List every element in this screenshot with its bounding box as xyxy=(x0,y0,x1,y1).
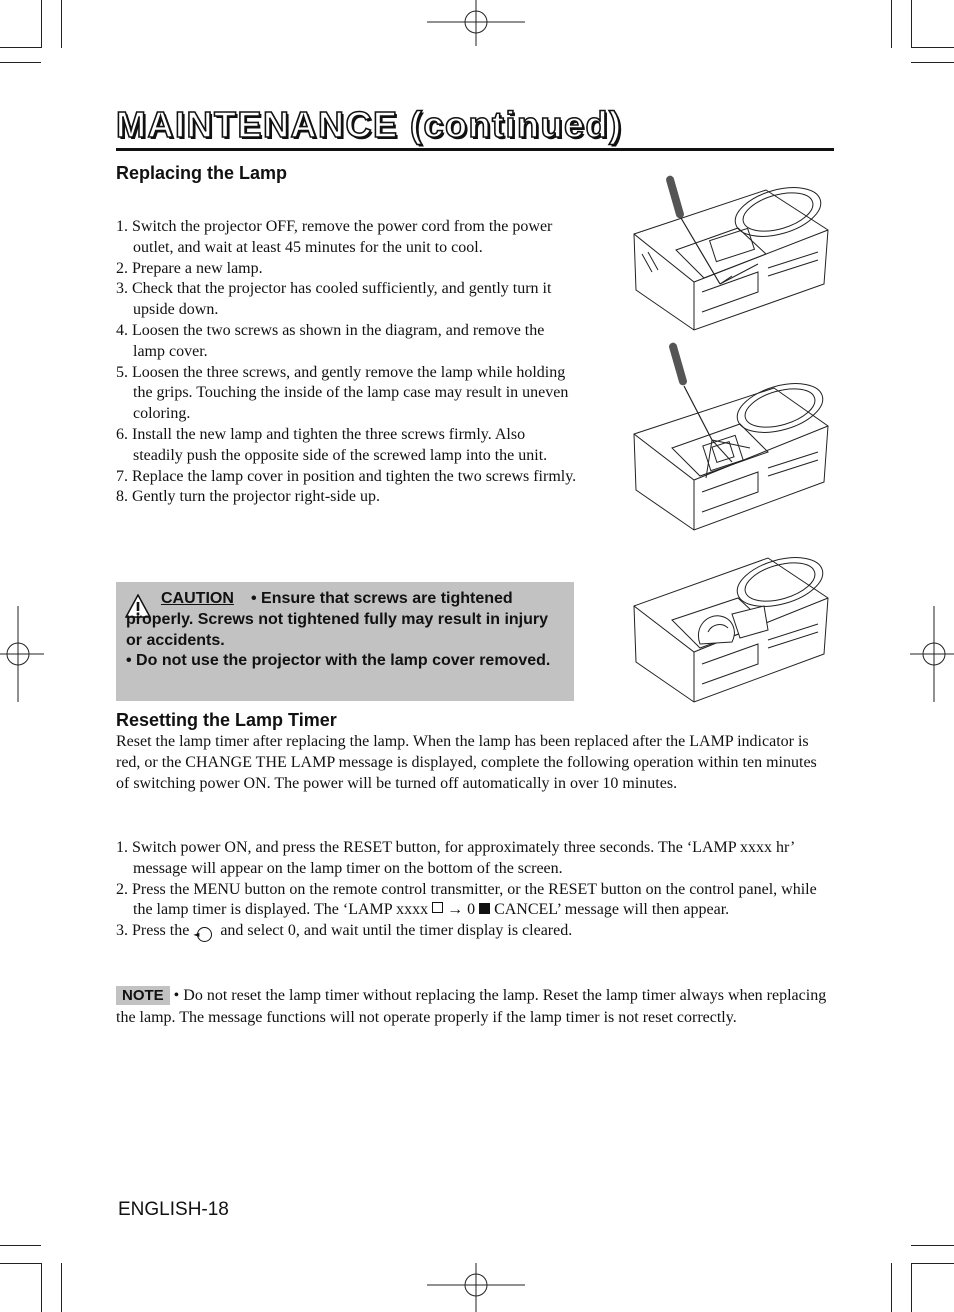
left-arrow-button-icon: ◄ xyxy=(197,927,212,942)
projector-illustration-install-lamp xyxy=(628,544,834,706)
title-rule xyxy=(116,148,834,151)
resetting-steps-list xyxy=(116,838,818,942)
filled-square-icon xyxy=(479,903,490,914)
list-item: 8. Gently turn the projector right-side up. xyxy=(116,488,380,506)
registration-mark-left xyxy=(0,606,44,702)
list-item: 1. Switch power ON, and press the RESET button, for approximately three seconds. The ‘LAMP xxxx hr’ message will appear on the lamp timer on the bottom of the screen. xyxy=(116,839,795,877)
section-heading-resetting: Resetting the Lamp Timer xyxy=(116,710,337,730)
caution-box xyxy=(116,582,574,701)
caution-label: CAUTION xyxy=(161,590,234,607)
list-item: 6. Install the new lamp and tighten the three screws firmly. Also steadily push the opposite side of the screwed lamp into the unit. xyxy=(116,425,548,464)
registration-mark-right xyxy=(910,606,954,702)
registration-mark-top xyxy=(427,0,525,48)
list-item: 1. Switch the projector OFF, remove the power cord from the power outlet, and wait at least 45 minutes for the unit to cool. xyxy=(116,218,553,256)
list-item: 2. Press the MENU button on the remote control transmitter, or the RESET button on the control panel, while the lamp timer is displayed. The ‘LAMP xxxx → 0 CANCEL’ message will then appear. xyxy=(116,880,817,919)
list-item: 4. Loosen the two screws as shown in the diagram, and remove the lamp cover. xyxy=(116,321,545,360)
section-heading-replacing: Replacing the Lamp xyxy=(116,163,288,183)
page-title: MAINTENANCE (continued) xyxy=(116,104,623,145)
replacing-steps-list xyxy=(116,217,578,508)
note-text: • Do not reset the lamp timer without replacing the lamp. Reset the lamp timer always when replacing the lamp. The message functions will not operate properly if the lamp timer is not reset correctly. xyxy=(116,987,827,1026)
note-paragraph xyxy=(116,985,834,1029)
empty-square-icon xyxy=(432,902,443,913)
registration-mark-bottom xyxy=(427,1263,525,1312)
list-item: 5. Loosen the three screws, and gently remove the lamp while holding the grips. Touching the inside of the lamp case may result in uneven coloring. xyxy=(116,363,569,423)
caution-text-2: • Do not use the projector with the lamp cover removed. xyxy=(126,652,551,669)
list-item: 3. Press the ◄ and select 0, and wait until the timer display is cleared. xyxy=(116,921,818,942)
note-label: NOTE xyxy=(116,986,170,1005)
projector-illustration-remove-cover xyxy=(628,172,834,334)
caution-text-1: • Ensure that screws are tightened properly. Screws not tightened fully may result in injury or accidents. xyxy=(126,590,549,649)
list-item: 2. Prepare a new lamp. xyxy=(116,259,263,277)
resetting-intro: Reset the lamp timer after replacing the lamp. When the lamp has been replaced after the LAMP indicator is red, or the CHANGE THE LAMP message is displayed, complete the following operation within ten minutes of switching power ON. The power will be turned off automatically in over 10 minutes. xyxy=(116,733,817,792)
projector-illustration-remove-lamp xyxy=(628,340,834,534)
page-number: ENGLISH-18 xyxy=(118,1199,229,1220)
list-item: 7. Replace the lamp cover in position and tighten the two screws firmly. xyxy=(116,467,577,485)
list-item: 3. Check that the projector has cooled sufficiently, and gently turn it upside down. xyxy=(116,280,552,319)
